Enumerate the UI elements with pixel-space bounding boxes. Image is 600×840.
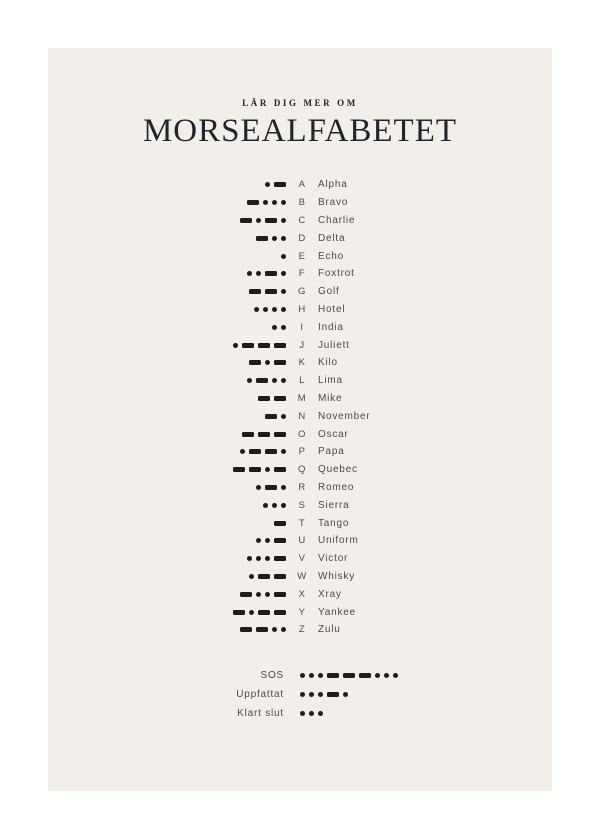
morse-code — [162, 343, 286, 348]
letter-label: S — [298, 499, 306, 511]
word-label: Charlie — [318, 214, 356, 226]
letter-label: Z — [298, 624, 306, 636]
word-label: Juliett — [318, 339, 350, 351]
morse-dot-icon — [272, 503, 277, 508]
morse-row — [48, 176, 552, 194]
morse-code — [162, 521, 286, 526]
morse-row — [48, 212, 552, 230]
morse-dash-icon — [265, 271, 277, 276]
letter-label: B — [298, 197, 306, 209]
morse-dash-icon — [274, 592, 286, 597]
morse-dot-icon — [309, 673, 314, 678]
letter-label: W — [297, 570, 307, 582]
morse-dot-icon — [318, 692, 323, 697]
word-label: Bravo — [318, 197, 349, 209]
morse-row — [48, 407, 552, 425]
word-label: Oscar — [318, 428, 349, 440]
morse-dash-icon — [258, 432, 270, 437]
word-label: Zulu — [318, 624, 341, 636]
word-label: Echo — [318, 250, 344, 262]
morse-code — [162, 360, 286, 365]
morse-dot-icon — [300, 711, 305, 716]
morse-dash-icon — [327, 692, 339, 697]
morse-dash-icon — [256, 627, 268, 632]
morse-poster — [48, 48, 552, 791]
morse-dot-icon — [263, 200, 268, 205]
word-label: Alpha — [318, 179, 348, 191]
morse-dash-icon — [265, 218, 277, 223]
morse-dash-icon — [242, 343, 254, 348]
morse-row — [48, 496, 552, 514]
morse-dot-icon — [265, 360, 270, 365]
morse-dot-icon — [256, 538, 261, 543]
morse-code — [162, 467, 286, 472]
morse-dash-icon — [359, 673, 371, 678]
morse-dot-icon — [309, 692, 314, 697]
morse-dot-icon — [281, 325, 286, 330]
letter-label: H — [298, 303, 306, 315]
letter-label: F — [298, 268, 306, 280]
morse-code — [162, 592, 286, 597]
morse-dash-icon — [240, 218, 252, 223]
letter-label: A — [298, 179, 306, 191]
morse-dot-icon — [256, 218, 261, 223]
morse-row — [48, 621, 552, 639]
morse-dot-icon — [263, 503, 268, 508]
signals-list — [48, 666, 552, 724]
morse-dot-icon — [384, 673, 389, 678]
letter-label: N — [298, 410, 306, 422]
morse-row — [48, 354, 552, 372]
morse-dash-icon — [242, 432, 254, 437]
morse-dot-icon — [318, 673, 323, 678]
morse-dot-icon — [281, 289, 286, 294]
signal-label: SOS — [260, 669, 284, 681]
morse-dash-icon — [274, 467, 286, 472]
morse-dash-icon — [258, 396, 270, 401]
morse-dot-icon — [272, 200, 277, 205]
word-label: Hotel — [318, 303, 346, 315]
morse-dot-icon — [272, 325, 277, 330]
word-label: Sierra — [318, 499, 350, 511]
morse-dash-icon — [256, 236, 268, 241]
morse-code — [162, 378, 286, 383]
letter-label: R — [298, 481, 306, 493]
letter-label: X — [298, 588, 306, 600]
morse-row — [48, 229, 552, 247]
morse-dot-icon — [281, 200, 286, 205]
morse-dash-icon — [265, 289, 277, 294]
word-label: Kilo — [318, 357, 338, 369]
morse-dot-icon — [393, 673, 398, 678]
morse-dot-icon — [247, 271, 252, 276]
morse-dot-icon — [247, 378, 252, 383]
morse-dash-icon — [265, 414, 277, 419]
morse-dash-icon — [240, 592, 252, 597]
word-label: Quebec — [318, 464, 358, 476]
word-label: Lima — [318, 375, 343, 387]
morse-dot-icon — [256, 271, 261, 276]
morse-dot-icon — [300, 673, 305, 678]
morse-dash-icon — [274, 574, 286, 579]
morse-code — [162, 556, 286, 561]
signal-code — [300, 673, 446, 678]
morse-dot-icon — [254, 307, 259, 312]
morse-code — [162, 396, 286, 401]
morse-dot-icon — [256, 485, 261, 490]
morse-code — [162, 289, 286, 294]
morse-dot-icon — [265, 538, 270, 543]
morse-dot-icon — [281, 271, 286, 276]
letter-label: M — [297, 392, 307, 404]
morse-dot-icon — [256, 556, 261, 561]
morse-dash-icon — [265, 449, 277, 454]
word-label: Delta — [318, 232, 346, 244]
morse-dash-icon — [249, 449, 261, 454]
morse-dash-icon — [274, 182, 286, 187]
morse-dash-icon — [274, 556, 286, 561]
morse-dot-icon — [272, 378, 277, 383]
morse-dot-icon — [281, 414, 286, 419]
morse-dash-icon — [274, 360, 286, 365]
morse-dash-icon — [327, 673, 339, 678]
signal-row — [48, 685, 552, 704]
letter-label: V — [298, 553, 306, 565]
word-label: Xray — [318, 588, 342, 600]
signal-row — [48, 704, 552, 723]
morse-dot-icon — [249, 574, 254, 579]
word-label: Papa — [318, 446, 345, 458]
word-label: Yankee — [318, 606, 356, 618]
letter-label: L — [299, 375, 305, 387]
morse-dot-icon — [272, 236, 277, 241]
poster-eyebrow: LÄR DIG MER OM — [242, 98, 358, 108]
morse-code — [162, 307, 286, 312]
morse-code — [162, 574, 286, 579]
morse-row — [48, 283, 552, 301]
morse-dash-icon — [240, 627, 252, 632]
letter-label: K — [298, 357, 306, 369]
letter-label: J — [299, 339, 305, 351]
morse-dot-icon — [265, 467, 270, 472]
morse-dot-icon — [240, 449, 245, 454]
morse-dot-icon — [281, 503, 286, 508]
morse-dot-icon — [281, 449, 286, 454]
letter-label: O — [298, 428, 306, 440]
morse-dash-icon — [249, 289, 261, 294]
morse-dot-icon — [247, 556, 252, 561]
morse-dash-icon — [274, 343, 286, 348]
morse-row — [48, 425, 552, 443]
morse-dash-icon — [274, 396, 286, 401]
morse-code — [162, 254, 286, 259]
morse-code — [162, 200, 286, 205]
morse-dot-icon — [281, 307, 286, 312]
signal-label: Klart slut — [237, 708, 284, 720]
morse-row — [48, 390, 552, 408]
morse-dash-icon — [258, 574, 270, 579]
morse-code — [162, 218, 286, 223]
morse-code — [162, 432, 286, 437]
signal-code — [300, 711, 446, 716]
morse-dot-icon — [272, 307, 277, 312]
morse-dot-icon — [265, 182, 270, 187]
morse-dash-icon — [233, 610, 245, 615]
morse-code — [162, 236, 286, 241]
morse-row — [48, 603, 552, 621]
morse-row — [48, 568, 552, 586]
morse-row — [48, 532, 552, 550]
signal-row — [48, 666, 552, 685]
word-label: Uniform — [318, 535, 359, 547]
morse-dash-icon — [258, 610, 270, 615]
morse-row — [48, 550, 552, 568]
word-label: Whisky — [318, 570, 356, 582]
morse-row — [48, 372, 552, 390]
letter-label: D — [298, 232, 306, 244]
word-label: Mike — [318, 392, 343, 404]
morse-dot-icon — [375, 673, 380, 678]
morse-dot-icon — [263, 307, 268, 312]
poster-title: MORSEALFABETET — [142, 113, 458, 149]
morse-code — [162, 325, 286, 330]
morse-dash-icon — [274, 432, 286, 437]
morse-code — [162, 503, 286, 508]
morse-dash-icon — [274, 521, 286, 526]
morse-code — [162, 538, 286, 543]
morse-dash-icon — [256, 378, 268, 383]
morse-dash-icon — [265, 485, 277, 490]
word-label: Victor — [318, 553, 349, 565]
morse-dot-icon — [281, 627, 286, 632]
morse-code — [162, 485, 286, 490]
morse-dash-icon — [247, 200, 259, 205]
morse-dot-icon — [343, 692, 348, 697]
morse-dot-icon — [281, 254, 286, 259]
morse-code — [162, 627, 286, 632]
letter-label: Y — [298, 606, 306, 618]
morse-dot-icon — [233, 343, 238, 348]
morse-row — [48, 194, 552, 212]
morse-dot-icon — [281, 485, 286, 490]
morse-row — [48, 443, 552, 461]
morse-dash-icon — [249, 467, 261, 472]
word-label: Romeo — [318, 481, 355, 493]
letter-label: G — [298, 286, 306, 298]
letter-label: P — [298, 446, 306, 458]
morse-row — [48, 514, 552, 532]
letter-label: E — [298, 250, 306, 262]
morse-row — [48, 318, 552, 336]
morse-dot-icon — [318, 711, 323, 716]
morse-dot-icon — [256, 592, 261, 597]
morse-dot-icon — [265, 592, 270, 597]
letter-label: C — [298, 214, 306, 226]
morse-dot-icon — [281, 218, 286, 223]
morse-code — [162, 182, 286, 187]
morse-code — [162, 271, 286, 276]
signal-code — [300, 692, 446, 697]
morse-dot-icon — [300, 692, 305, 697]
morse-dash-icon — [249, 360, 261, 365]
morse-dot-icon — [265, 556, 270, 561]
morse-dot-icon — [309, 711, 314, 716]
morse-dot-icon — [249, 610, 254, 615]
morse-row — [48, 479, 552, 497]
morse-row — [48, 247, 552, 265]
morse-row — [48, 461, 552, 479]
morse-row — [48, 301, 552, 319]
letter-label: Q — [298, 464, 306, 476]
word-label: Tango — [318, 517, 350, 529]
morse-dot-icon — [281, 236, 286, 241]
letter-label: U — [298, 535, 306, 547]
signal-label: Uppfattat — [236, 689, 284, 701]
morse-dash-icon — [343, 673, 355, 678]
morse-code — [162, 414, 286, 419]
word-label: Foxtrot — [318, 268, 355, 280]
alphabet-list — [48, 176, 552, 639]
morse-dot-icon — [272, 627, 277, 632]
morse-row — [48, 585, 552, 603]
morse-code — [162, 610, 286, 615]
word-label: India — [318, 321, 344, 333]
morse-code — [162, 449, 286, 454]
morse-dash-icon — [274, 610, 286, 615]
letter-label: T — [298, 517, 306, 529]
morse-row — [48, 265, 552, 283]
morse-dot-icon — [281, 378, 286, 383]
word-label: Golf — [318, 286, 340, 298]
letter-label: I — [300, 321, 304, 333]
word-label: November — [318, 410, 371, 422]
morse-row — [48, 336, 552, 354]
morse-dash-icon — [233, 467, 245, 472]
morse-dash-icon — [258, 343, 270, 348]
morse-dash-icon — [274, 538, 286, 543]
